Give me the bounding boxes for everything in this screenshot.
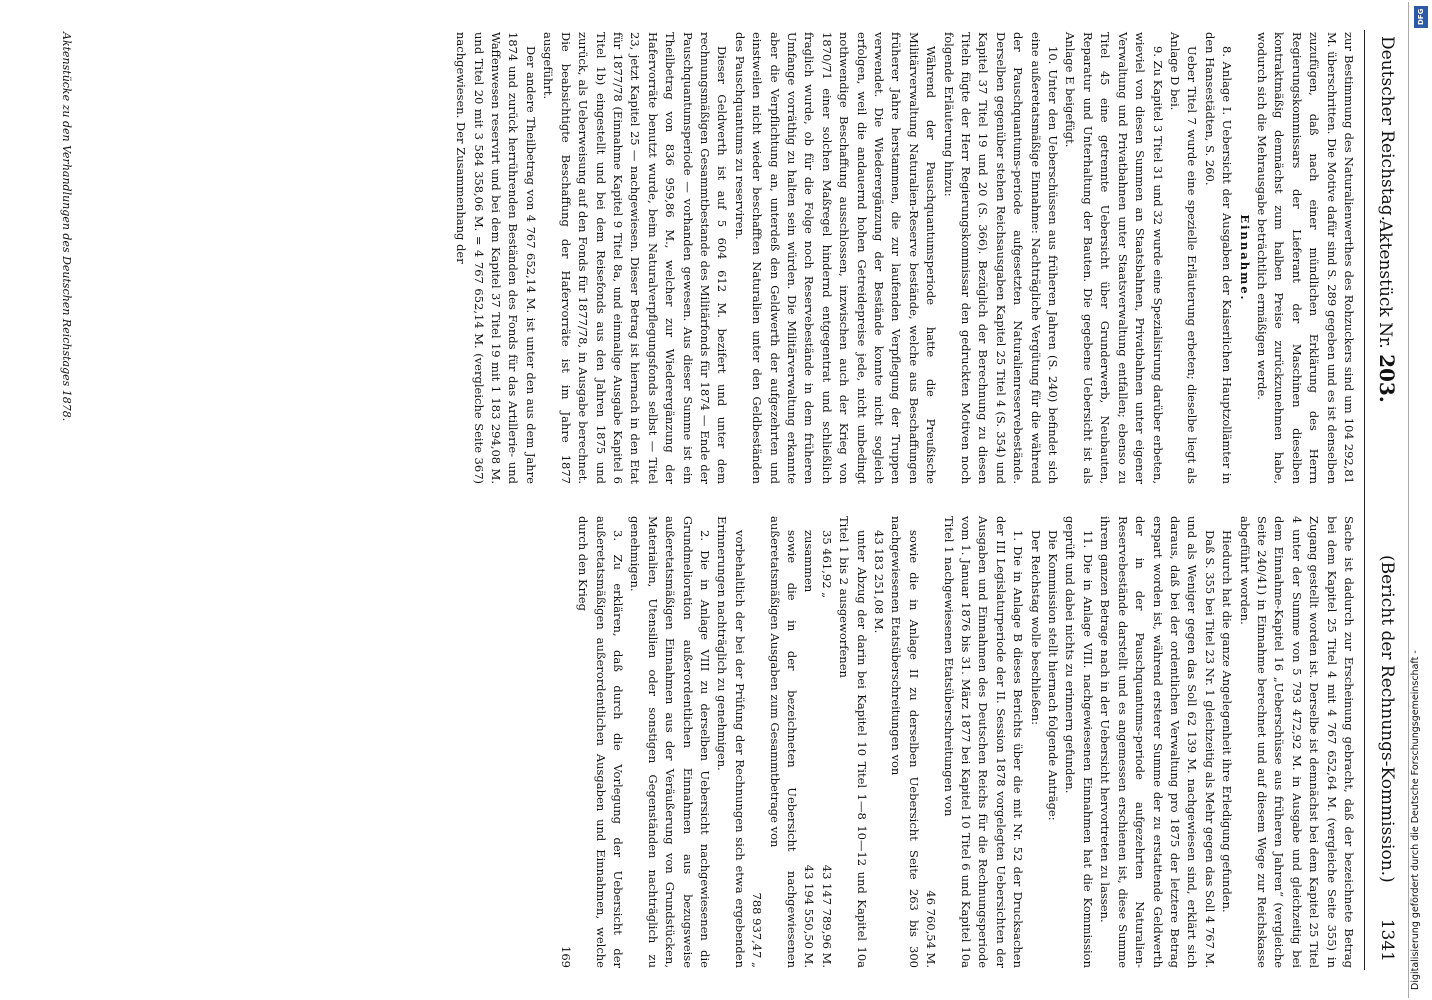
paragraph: Dieser Geldwerth ist auf 5 604 612 M. bezifert und unter dem rechnungsmäßigen Gesammtbestande des Militärfonds für 1874 — Ende der Pauschquantumsperiode — vorhanden gewesen. Aus dieser Summe ist ein Theilbetrag von 836 959,86 M., welcher zur Wiederergänzung der Hafervorräte benutzt wurde, beim Naturalverpflegungsfonds selbst — Titel 23, jetzt Kapitel 25 — nachgewiesen. Dieser Betrag ist hiernach in den Etat für 1877/78 (Einnahme Kapitel 9 Titel 8a, und einmalige Ausgabe Kapitel 6 Titel 1b) eingestellt und bei dem Reisefonds aus den Jahren 1875 und zurück, als Ueberweisung auf den Fonds für 1877/78, in Ausgabe berechnet. Die beabsichtigte Beschaffung der Hafervorräte ist im Jahre 1877 ausgeführt. xyxy=(541,32,730,484)
paragraph: Der andere Theilbetrag von 4 767 652,14 M. ist unter den aus dem Jahre 1874 und zurück herrührenden Beständen des Fonds für das Artillerie- und Waffenwesen reservirt und bei dem Kapitel 37 Titel 19 mit 1 183 294,08 M. und Titel 20 mit 3 584 358,06 M. = 4 767 652,14 M. (vergleiche Seite 367) nachgewiesen. Der Zusammenhang der xyxy=(454,32,538,484)
paragraph: 8. Anlage I. Uebersicht der Ausgaben der Kaiserlichen Hauptzollämter in den Hansestädten, S. 260. xyxy=(1202,32,1235,484)
amount: 43 194 550,50 M. xyxy=(802,864,817,968)
sum-label: zusammen xyxy=(802,530,817,593)
funding-notice: Digitalisierung gefördert durch die Deutsche Forschungsgemeinschaft - xyxy=(1410,650,1421,990)
amount-line xyxy=(870,516,887,968)
amount-line xyxy=(748,516,765,968)
paragraph: 10. Unter den Ueberschüssen aus früheren Jahren (S. 240) befindet sich eine außeretatsmäßige Einnahme: Nachträgliche Vergütung für die während der Pauschquantums-periode aufgesetzten Naturalienreservebestände. Derselben gegenüber stehen Reichsausgaben Kapitel 25 Titel 4 (S. 354) und Kapitel 37 Titel 19 und 20 (S. 366). Bezüglich der Berechnung zu diesen Titeln fügte der Herr Regierungskommissar den gedruckten Motiven noch folgende Erläuterung hinzu: xyxy=(941,32,1061,484)
paragraph: 1. Die in Anlage B dieses Berichts über die mit Nr. 52 der Drucksachen der III Legislaturperiode der II. Session 1878 vorgelegten Uebersichten der Ausgaben und Einnahmen des Deutschen Reichs für die Rechnungsperiode vom 1. Januar 1876 bis 31. März 1877 bei Kapitel 10 Titel 6 und Kapitel 10a Titel 1 nachgewiesenen Etatsüberschreitungen von xyxy=(941,516,1026,968)
section-heading: Einnahme. xyxy=(1237,214,1252,302)
page-number: 1341 xyxy=(1377,918,1397,962)
paragraph: 3. Zu erklären, daß durch die Vorlegung der Uebersicht der außeretatsmäßigen außerordentlichen Ausgaben und Einnahmen, welche durch den Krieg xyxy=(576,516,625,968)
paragraph: Sache ist dadurch zur Erscheinung gebracht, daß der bezeichnete Betrag bei dem Kapitel 25 Titel 4 mit 4 767 652,64 M. (vergleiche Seite 355) in Zugang gestellt worden ist. Derselbe ist demnächst bei dem Kapitel 25 Titel 4 unter der Summe von 5 793 472,92 M. in Ausgabe und gleichzeitig bei dem Einnahme-Kapitel 16 „Ueberschüsse aus früheren Jahren“ (vergleiche Seite 240/41) in Einnahme berechnet und auf diesem Wege zur Reichskasse abgeführt worden. xyxy=(1237,516,1356,968)
amount: 46 760,54 M. xyxy=(924,890,939,968)
paragraph: Die Kommission stellt hiernach folgende Anträge: xyxy=(1046,530,1061,821)
amount: 43 183 251,08 M. xyxy=(872,530,887,634)
paragraph: sowie die in der bezeichneten Uebersicht nachgewiesenen außeretatsmäßigen Ausgaben zum Gesammtbetrage von xyxy=(767,516,799,968)
paragraph: Hiedurch hat die ganze Angelegenheit ihre Erledigung gefunden. xyxy=(1220,530,1235,913)
paragraph: 9. Zu Kapitel 3 Titel 31 und 32 wurde eine Spezialisirung darüber erbeten, wieviel von diesen Summen an Staatsbahnen, Privatbahnen unter eigener Verwaltung und Privatbahnen unter Staatsverwaltung entfallen; ebenso zu Titel 45 eine getrennte Uebersicht über Grunderwerb, Neubauten, Reparatur und Unterhaltung der Bauten. Die gegebene Uebersicht ist als Anlage E beigefügt. xyxy=(1063,32,1165,484)
paragraph: Ueber Titel 7 wurde eine spezielle Erläuterung erbeten; dieselbe liegt als Anlage D bei. xyxy=(1167,32,1200,484)
paragraph: Während der Pauschquantumsperiode hatte die Preußische Militärverwaltung Naturalien-Reserve bestände, welche aus Beschaffungen früherer Jahre herstammen, die zur laufenden Verpflegung der Truppen verwendet. Die Wiederergänzung der Bestände konnte nicht sogleich erfolgen, weil die andauernd hohen Getreidepreise jede, nicht unbedingt nothwendige Beschaffung ausschlossen, inzwischen auch der Krieg von 1870/71 einer solchen Maßregel hindernd entgegentrat und schließlich fraglich wurde, ob für die Folge noch Reservebestände in dem früheren Umfange vorräthig zu halten sein würden. Die Militärverwaltung erkannte aber die Verpflichtung an, unterdeß den Geldwerth der aufgezehrten und einstweilen nicht wieder beschafften Naturalien unter den Geldbeständen des Pauschquantums zu reserviren. xyxy=(732,32,939,484)
running-header xyxy=(1361,30,1405,970)
header-prefix: Aktenstück Nr. xyxy=(1375,220,1395,349)
paragraph: unter Abzug der darin bei Kapitel 10 Titel 1—8 10—12 und Kapitel 10a Titel 1 bis 2 ausgeworfenen xyxy=(837,516,869,968)
left-column xyxy=(452,32,1357,484)
rotated-page xyxy=(30,30,1405,970)
paragraph: Daß S. 355 bei Titel 23 Nr. 1 gleichzeitig als Mehr gegen das Soll 4 767 M. und als Weniger gegen das Soll 62 139 M. nachgewiesen sind, erklärt sich daraus, daß bei der ordentlichen Verwaltung pro 1875 der letztere Betrag erspart worden ist, während ersterer Summe der zu erstattende Geldwerth der in der Pauschquantums-periode aufgezehrten Naturalien-Reservebestände darstellt und es angemessen erschienen ist, diese Summe ihrem ganzen Betrage nach in der Uebersicht hervortreten zu lassen. xyxy=(1098,516,1217,968)
footer-note: Aktenstücke zu den Verhandlungen des Deutschen Reichstages 1878. xyxy=(60,32,73,422)
amount-line xyxy=(817,516,834,968)
right-column xyxy=(556,516,1357,968)
paragraph: zur Bestimmung des Naturalienwerthes des Rohzuckers sind um 104 292,81 M. überschritten. Die Motive dafür sind S. 289 gegeben und es ist denselben zuzufügen, daß nach einer mündlichen Erklärung des Herrn Regierungskommissars der Lieferant der Maschinen dieselben kontraktmäßig demnächst zum halben Preise zurückzunehmen habe, wodurch sich die Mehrausgabe beträchtlich ermäßigen werde. xyxy=(1254,32,1356,484)
signature-line xyxy=(556,516,573,968)
header-number: 203. xyxy=(1375,354,1399,403)
amount: 788 937,47 „ xyxy=(750,892,765,968)
paragraph: vorbehaltlich der bei der Prüfung der Rechnungen sich etwa ergebenden Erinnerungen nachträglich zu genehmigen. xyxy=(715,516,747,968)
sum-line xyxy=(800,516,817,968)
header-publication: Deutscher Reichstag. xyxy=(1377,36,1397,221)
amount: 35 461,92 „ xyxy=(819,530,834,599)
amount-line xyxy=(922,516,939,968)
header-rule xyxy=(1364,30,1365,970)
header-section: (Bericht der Rechnungs-Kommission.) xyxy=(1377,555,1397,883)
signature-mark: 169 xyxy=(558,946,573,968)
paragraph: 2. Die in Anlage VIII zu derselben Uebersicht nachgewiesenen die Grundmelioration außerordentlichen Einnahmen aus bezugsweise außeretatsmäßigen Einnahmen aus der Veräußerung von Grundstücken, Materialien, Utensilien oder sonstigen Gegenständen nachträglich zu genehmigen. xyxy=(628,516,712,968)
paragraph: 11. Die in Anlage VIII. nachgewiesenen Einnahmen hat die Kommission geprüft und dabei nichts zu erinnern gefunden. xyxy=(1063,516,1095,968)
dfg-logo-icon: DFG xyxy=(1414,6,1428,28)
paragraph: Der Reichstag wolle beschließen: xyxy=(1028,530,1043,725)
header-document-number xyxy=(1375,220,1399,403)
amount: 43 147 789,96 M. xyxy=(819,864,834,968)
paragraph: sowie die in Anlage II zu derselben Uebersicht Seite 263 bis 300 nachgewiesenen Etatsüberschreitungen von xyxy=(889,516,921,968)
